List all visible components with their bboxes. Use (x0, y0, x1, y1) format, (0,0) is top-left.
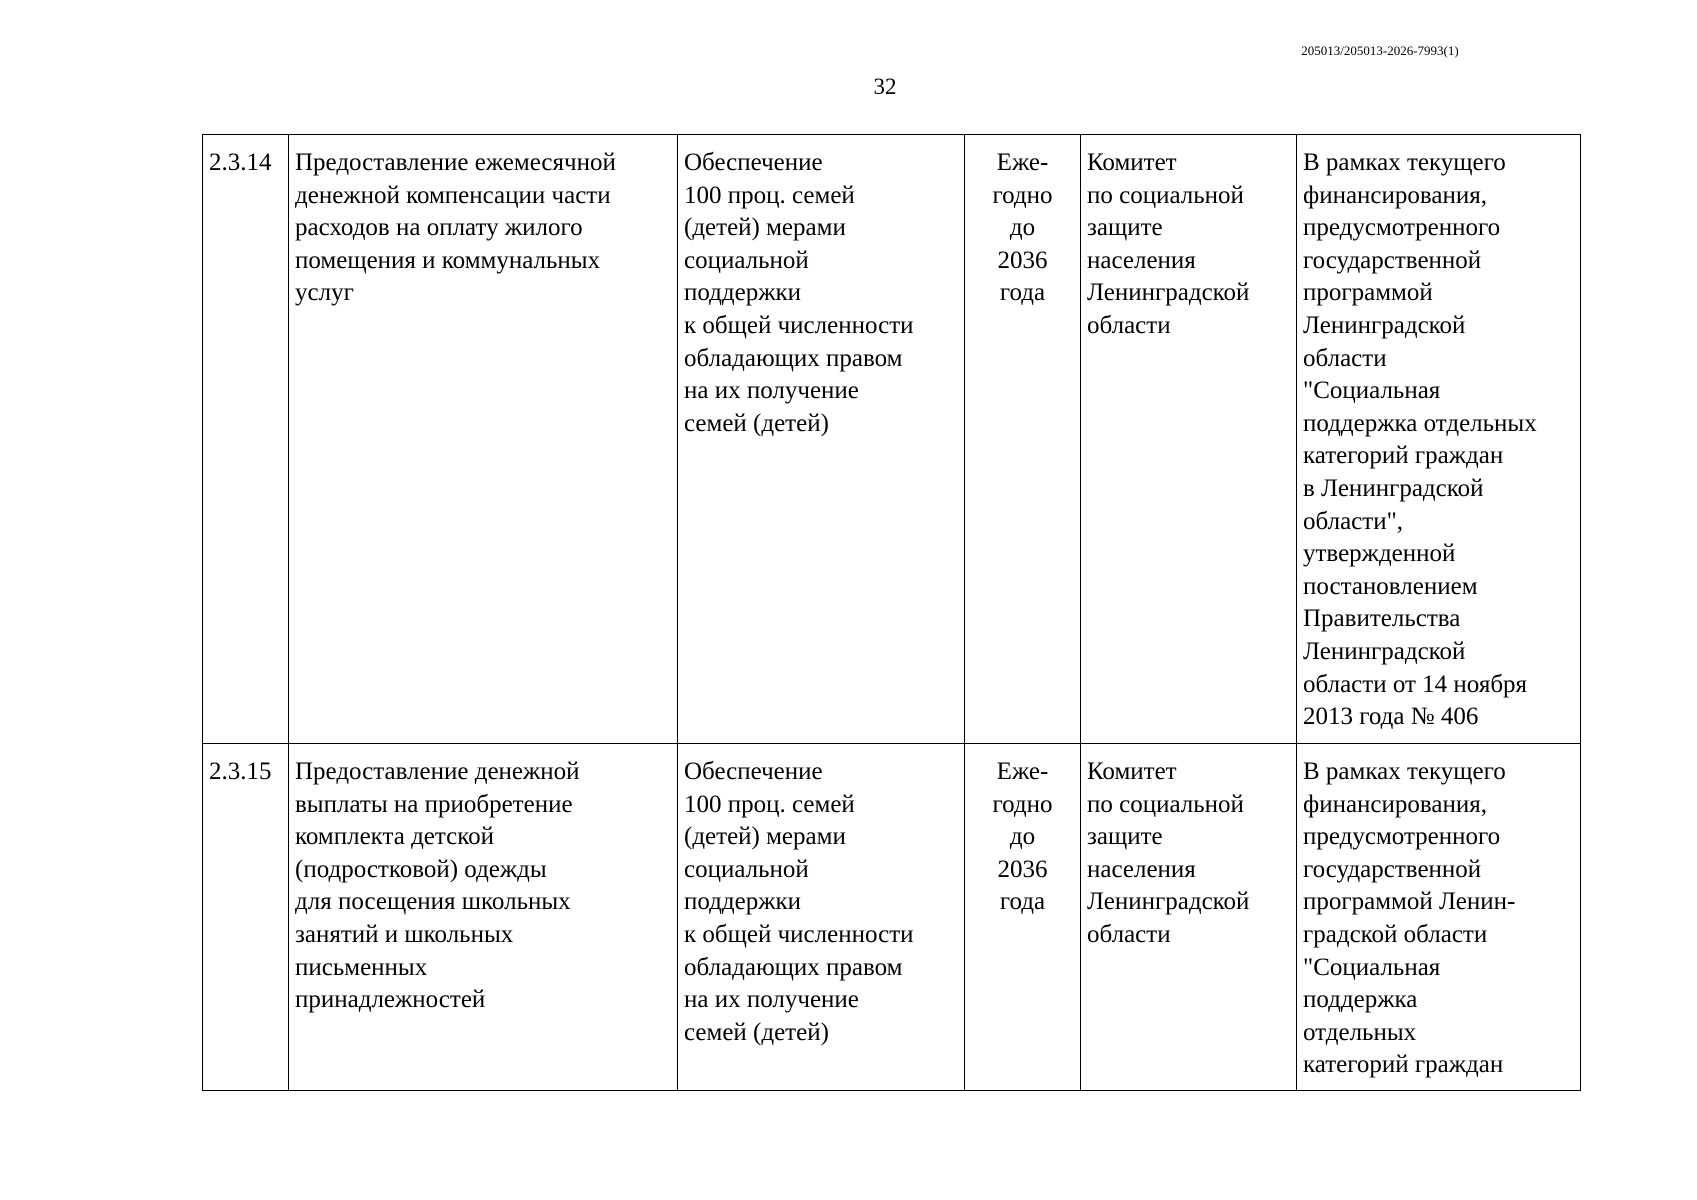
indicator-cell: Обеспечение 100 проц. семей (детей) мерами социальной поддержки к общей численности обладающих правом на их получение семей (детей) (678, 744, 965, 1091)
measures-table (202, 134, 1581, 1091)
period-cell: Еже- годно до 2036 года (965, 744, 1081, 1091)
page-number: 32 (873, 74, 897, 99)
table-row (203, 744, 1581, 1091)
executor-cell: Комитет по социальной защите населения Ленинградской области (1081, 135, 1297, 744)
item-number-cell: 2.3.14 (203, 135, 289, 744)
funding-cell: В рамках текущего финансирования, предусмотренного государственной программой Ленинградской области "Социальная поддержка отдельных категорий граждан в Ленинградской области", утвержденной постановлением Правительства Ленинградской области от 14 ноября 2013 года № 406 (1297, 135, 1581, 744)
period-cell: Еже- годно до 2036 года (965, 135, 1081, 744)
table-row (203, 135, 1581, 744)
executor-cell: Комитет по социальной защите населения Ленинградской области (1081, 744, 1297, 1091)
measure-cell: Предоставление денежной выплаты на приобретение комплекта детской (подростковой) одежды для посещения школьных занятий и школьных письменных принадлежностей (289, 744, 678, 1091)
indicator-cell: Обеспечение 100 проц. семей (детей) мерами социальной поддержки к общей численности обладающих правом на их получение семей (детей) (678, 135, 965, 744)
document-id: 205013/205013-2026-7993(1) (1301, 43, 1459, 58)
measure-cell: Предоставление ежемесячной денежной компенсации части расходов на оплату жилого помещения и коммунальных услуг (289, 135, 678, 744)
funding-cell: В рамках текущего финансирования, предусмотренного государственной программой Ленин- градской области "Социальная поддержка отдельных категорий граждан (1297, 744, 1581, 1091)
item-number-cell: 2.3.15 (203, 744, 289, 1091)
